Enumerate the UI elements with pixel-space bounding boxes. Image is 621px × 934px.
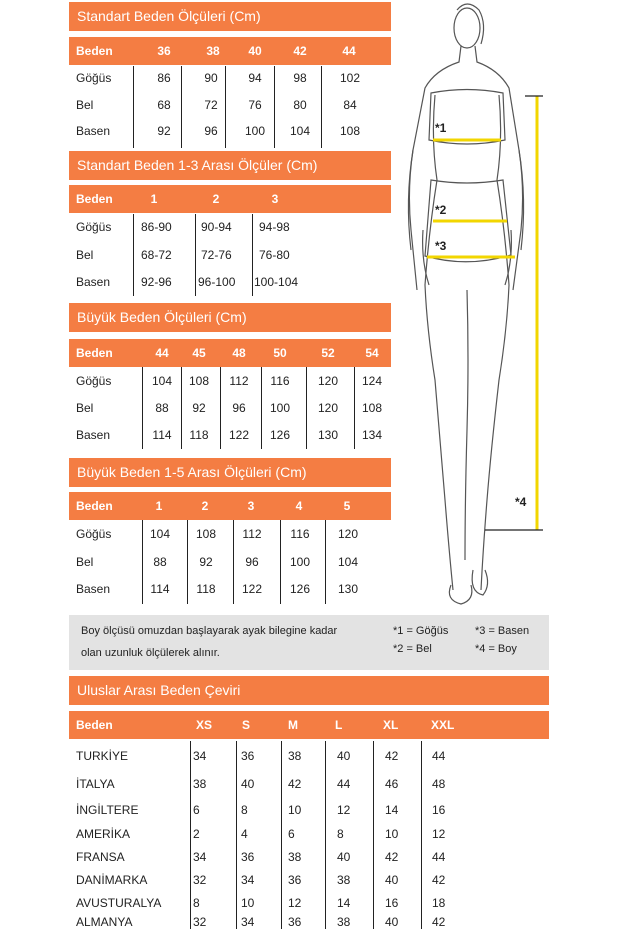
cell: 76-80 bbox=[259, 248, 290, 262]
measurement-ticks bbox=[485, 96, 543, 530]
cell: 100 bbox=[289, 555, 311, 569]
cell: 90-94 bbox=[201, 220, 232, 234]
standard13-header bbox=[69, 185, 391, 213]
cell: 14 bbox=[337, 896, 351, 910]
row-label: Basen bbox=[76, 582, 111, 596]
header-cell: 3 bbox=[247, 499, 255, 513]
row-label: Bel bbox=[76, 555, 94, 569]
header-cell: 4 bbox=[295, 499, 303, 513]
header-cell: 44 bbox=[155, 346, 169, 360]
large15-header bbox=[69, 492, 391, 520]
cell: 100 bbox=[269, 401, 291, 415]
row-label: Göğüs bbox=[76, 71, 112, 85]
cell: 34 bbox=[241, 873, 255, 887]
cell: 72 bbox=[204, 98, 218, 112]
cell: 92 bbox=[192, 401, 206, 415]
cell: 12 bbox=[288, 896, 302, 910]
table-row bbox=[69, 798, 549, 822]
measurement-note bbox=[69, 615, 549, 670]
row-label: Basen bbox=[76, 275, 111, 289]
large-header bbox=[69, 339, 391, 367]
header-cell: 54 bbox=[365, 346, 379, 360]
cell: 122 bbox=[228, 428, 250, 442]
table-row bbox=[69, 521, 391, 548]
table-row bbox=[69, 845, 549, 869]
cell: 10 bbox=[385, 827, 399, 841]
table-row bbox=[69, 868, 549, 892]
cell: 94-98 bbox=[259, 220, 290, 234]
table-row bbox=[69, 910, 549, 934]
cell: 8 bbox=[193, 896, 200, 910]
header-cell: 40 bbox=[248, 44, 262, 58]
cell: 36 bbox=[288, 915, 302, 929]
table-row bbox=[69, 744, 549, 768]
row-label: Göğüs bbox=[76, 374, 112, 388]
cell: 96 bbox=[245, 555, 259, 569]
header-cell: 45 bbox=[192, 346, 206, 360]
cell: 6 bbox=[288, 827, 295, 841]
table-row bbox=[69, 242, 391, 269]
table-row bbox=[69, 772, 549, 796]
cell: 36 bbox=[241, 749, 255, 763]
header-cell: L bbox=[335, 718, 343, 732]
header-cell: 5 bbox=[343, 499, 351, 513]
country-label: DANİMARKA bbox=[76, 873, 148, 887]
cell: 100 bbox=[244, 124, 266, 138]
cell: 12 bbox=[432, 827, 446, 841]
header-cell: 38 bbox=[206, 44, 220, 58]
table-row bbox=[69, 549, 391, 576]
cell: 94 bbox=[248, 71, 262, 85]
international-header bbox=[69, 711, 549, 739]
cell: 34 bbox=[241, 915, 255, 929]
cell: 104 bbox=[289, 124, 311, 138]
row-label: Göğüs bbox=[76, 220, 112, 234]
cell: 44 bbox=[432, 850, 446, 864]
marker-label-2: *2 bbox=[435, 203, 447, 217]
header-cell: Beden bbox=[76, 499, 113, 513]
cell: 88 bbox=[153, 555, 167, 569]
header-cell: 2 bbox=[212, 192, 220, 206]
cell: 2 bbox=[193, 827, 200, 841]
header-cell: 42 bbox=[293, 44, 307, 58]
country-label: İNGİLTERE bbox=[76, 803, 139, 817]
header-cell: S bbox=[242, 718, 251, 732]
cell: 40 bbox=[385, 915, 399, 929]
cell: 10 bbox=[288, 803, 302, 817]
note-line-1: Boy ölçüsü omuzdan başlayarak ayak bilegine kadar bbox=[81, 625, 338, 637]
country-label: FRANSA bbox=[76, 850, 125, 864]
cell: 122 bbox=[241, 582, 263, 596]
cell: 108 bbox=[188, 374, 210, 388]
table-row bbox=[69, 269, 391, 296]
legend-gogus: *1 = Göğüs bbox=[393, 625, 449, 637]
header-cell: 2 bbox=[201, 499, 209, 513]
table-row bbox=[69, 395, 391, 422]
cell: 84 bbox=[343, 98, 357, 112]
cell: 104 bbox=[149, 527, 171, 541]
cell: 18 bbox=[432, 896, 446, 910]
cell: 116 bbox=[270, 374, 290, 388]
row-label: Göğüs bbox=[76, 527, 112, 541]
cell: 8 bbox=[337, 827, 344, 841]
table-row bbox=[69, 822, 549, 846]
cell: 86 bbox=[157, 71, 171, 85]
large15-title: Büyük Beden 1-5 Arası Ölçüleri (Cm) bbox=[69, 458, 391, 487]
cell: 124 bbox=[361, 374, 383, 388]
header-cell: 1 bbox=[155, 499, 163, 513]
cell: 34 bbox=[193, 749, 207, 763]
cell: 90 bbox=[204, 71, 218, 85]
cell: 96-100 bbox=[198, 275, 236, 289]
header-cell: Beden bbox=[76, 718, 113, 732]
cell: 116 bbox=[290, 527, 310, 541]
header-cell: Beden bbox=[76, 346, 113, 360]
cell: 40 bbox=[337, 749, 351, 763]
legend-bel: *2 = Bel bbox=[393, 643, 432, 655]
cell: 44 bbox=[337, 777, 351, 791]
cell: 114 bbox=[150, 582, 170, 596]
cell: 38 bbox=[193, 777, 207, 791]
cell: 38 bbox=[288, 749, 302, 763]
table-row bbox=[69, 65, 391, 92]
cell: 38 bbox=[288, 850, 302, 864]
cell: 34 bbox=[193, 850, 207, 864]
country-label: AMERİKA bbox=[76, 827, 131, 841]
cell: 4 bbox=[241, 827, 248, 841]
cell: 42 bbox=[385, 850, 399, 864]
header-cell: M bbox=[288, 718, 298, 732]
marker-label-4: *4 bbox=[515, 495, 527, 509]
cell: 120 bbox=[317, 401, 339, 415]
cell: 104 bbox=[337, 555, 359, 569]
standard-header bbox=[69, 37, 391, 65]
cell: 80 bbox=[293, 98, 307, 112]
header-cell: 48 bbox=[232, 346, 246, 360]
table-row bbox=[69, 368, 391, 395]
cell: 36 bbox=[288, 873, 302, 887]
cell: 102 bbox=[339, 71, 361, 85]
cell: 92 bbox=[199, 555, 213, 569]
cell: 46 bbox=[385, 777, 399, 791]
standard-title: Standart Beden Ölçüleri (Cm) bbox=[69, 2, 391, 31]
cell: 112 bbox=[242, 527, 262, 541]
standard13-title: Standart Beden 1-3 Arası Ölçüler (Cm) bbox=[69, 151, 391, 180]
note-line-2: olan uzunluk ölçülerek alınır. bbox=[81, 647, 220, 659]
cell: 38 bbox=[337, 915, 351, 929]
cell: 100-104 bbox=[254, 275, 299, 289]
cell: 16 bbox=[432, 803, 446, 817]
country-label: TURKİYE bbox=[76, 749, 129, 763]
cell: 120 bbox=[337, 527, 359, 541]
cell: 76 bbox=[248, 98, 262, 112]
cell: 40 bbox=[385, 873, 399, 887]
header-cell: 36 bbox=[157, 44, 171, 58]
cell: 32 bbox=[193, 915, 207, 929]
table-row bbox=[69, 92, 391, 119]
cell: 72-76 bbox=[201, 248, 232, 262]
cell: 108 bbox=[339, 124, 361, 138]
cell: 130 bbox=[337, 582, 359, 596]
cell: 36 bbox=[241, 850, 255, 864]
row-label: Bel bbox=[76, 248, 94, 262]
cell: 112 bbox=[229, 374, 249, 388]
cell: 68 bbox=[157, 98, 171, 112]
cell: 42 bbox=[432, 873, 446, 887]
cell: 44 bbox=[432, 749, 446, 763]
cell: 6 bbox=[193, 803, 200, 817]
cell: 14 bbox=[385, 803, 399, 817]
legend-basen: *3 = Basen bbox=[475, 625, 530, 637]
cell: 86-90 bbox=[141, 220, 172, 234]
row-label: Basen bbox=[76, 124, 111, 138]
large-title: Büyük Beden Ölçüleri (Cm) bbox=[69, 303, 391, 332]
cell: 96 bbox=[204, 124, 218, 138]
cell: 40 bbox=[337, 850, 351, 864]
header-cell: Beden bbox=[76, 192, 113, 206]
header-cell: 50 bbox=[273, 346, 287, 360]
cell: 12 bbox=[337, 803, 351, 817]
cell: 120 bbox=[317, 374, 339, 388]
row-label: Basen bbox=[76, 428, 111, 442]
header-cell: Beden bbox=[76, 44, 113, 58]
cell: 32 bbox=[193, 873, 207, 887]
row-label: Bel bbox=[76, 401, 94, 415]
marker-label-1: *1 bbox=[435, 121, 447, 135]
table-row bbox=[69, 422, 391, 449]
header-cell: 3 bbox=[271, 192, 279, 206]
cell: 126 bbox=[269, 428, 291, 442]
cell: 92-96 bbox=[141, 275, 172, 289]
cell: 108 bbox=[195, 527, 217, 541]
cell: 42 bbox=[432, 915, 446, 929]
cell: 96 bbox=[232, 401, 246, 415]
cell: 42 bbox=[385, 749, 399, 763]
body-figure-illustration bbox=[395, 0, 555, 612]
cell: 98 bbox=[293, 71, 307, 85]
cell: 68-72 bbox=[141, 248, 172, 262]
cell: 134 bbox=[361, 428, 383, 442]
cell: 92 bbox=[157, 124, 171, 138]
table-row bbox=[69, 576, 391, 603]
header-cell: 44 bbox=[342, 44, 356, 58]
cell: 118 bbox=[189, 428, 209, 442]
cell: 8 bbox=[241, 803, 248, 817]
table-row bbox=[69, 214, 391, 241]
cell: 130 bbox=[317, 428, 339, 442]
header-cell: 52 bbox=[321, 346, 335, 360]
cell: 104 bbox=[151, 374, 173, 388]
table-row bbox=[69, 118, 391, 145]
international-title: Uluslar Arası Beden Çeviri bbox=[69, 676, 549, 705]
cell: 40 bbox=[241, 777, 255, 791]
row-label: Bel bbox=[76, 98, 94, 112]
country-label: İTALYA bbox=[76, 777, 115, 791]
header-cell: XXL bbox=[431, 718, 455, 732]
country-label: AVUSTURALYA bbox=[76, 896, 162, 910]
cell: 126 bbox=[289, 582, 311, 596]
cell: 38 bbox=[337, 873, 351, 887]
country-label: ALMANYA bbox=[76, 915, 133, 929]
cell: 48 bbox=[432, 777, 446, 791]
cell: 16 bbox=[385, 896, 399, 910]
cell: 118 bbox=[196, 582, 216, 596]
cell: 88 bbox=[155, 401, 169, 415]
legend-boy: *4 = Boy bbox=[475, 643, 517, 655]
body-outline bbox=[408, 4, 523, 604]
cell: 42 bbox=[288, 777, 302, 791]
cell: 114 bbox=[152, 428, 172, 442]
header-cell: XL bbox=[383, 718, 399, 732]
marker-label-3: *3 bbox=[435, 239, 447, 253]
cell: 108 bbox=[361, 401, 383, 415]
header-cell: 1 bbox=[150, 192, 158, 206]
header-cell: XS bbox=[196, 718, 213, 732]
cell: 10 bbox=[241, 896, 255, 910]
